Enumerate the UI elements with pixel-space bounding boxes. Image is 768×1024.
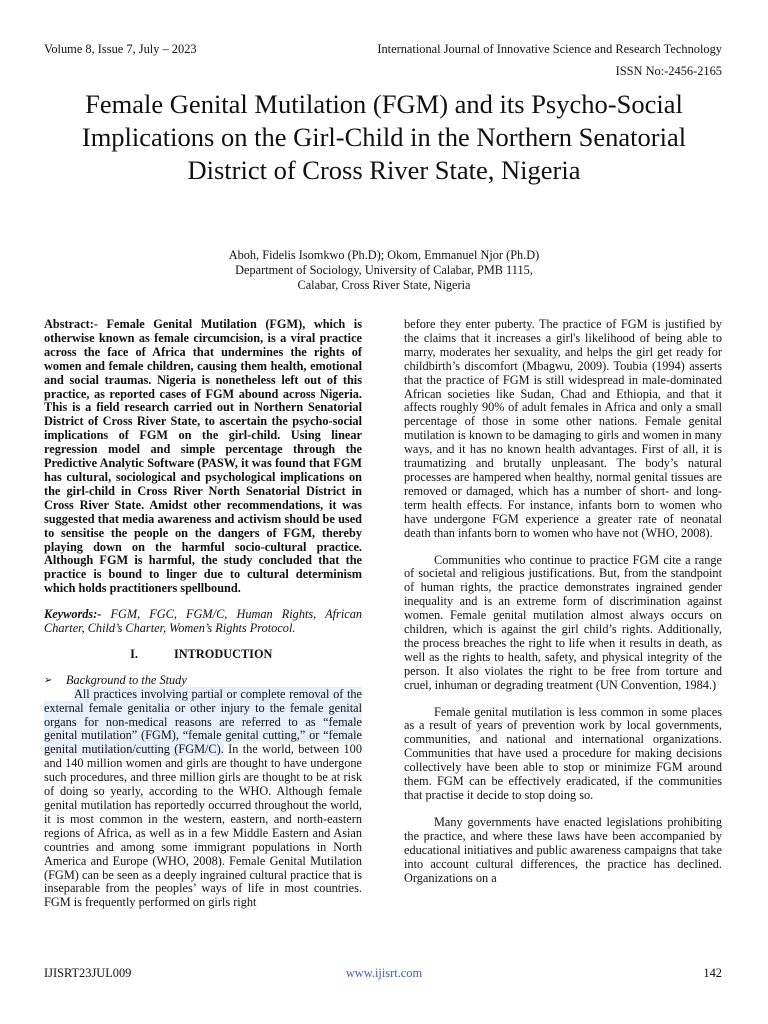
section-title: INTRODUCTION (174, 646, 273, 661)
right-column (404, 318, 722, 885)
paragraph-communities: Communities who continue to practice FGM cite a range of societal and religious justifications. But, from the standpoint of human rights, the practice demonstrates ingrained gender inequality and is an extreme form of discrimination against women. Female genital mutilation almost always occurs on children, which is against the girl child’s rights. Additionally, the process breaches the right to life when it results in death, as well as the rights to health, safety, and physical integrity of the person. It also violates the right to be free from torture and cruel, inhuman or degrading treatment (UN Convention, 1984.) (404, 552, 722, 692)
issn: ISSN No:-2456-2165 (615, 64, 722, 78)
subsection-heading (44, 674, 362, 688)
page-number: 142 (703, 966, 722, 980)
paragraph-continuation: In the world, between 100 and 140 million women and girls are thought to have undergone such procedures, and three million girls are thought to be at risk of doing so yearly, according to the WHO. Although female genital mutilation has reportedly occurred throughout the world, it is most common in the western, eastern, and north-eastern regions of Africa, as well as in a few Middle Eastern and Asian countries and among some immigrant populations in North America and Europe (WHO, 2008). Female Genital Mutilation (FGM) can be seen as a deeply ingrained cultural practice that is inseparable from the peoples’ ways of life in most countries. FGM is frequently performed on girls right (44, 742, 362, 910)
volume-info: Volume 8, Issue 7, July – 2023 (44, 42, 197, 56)
keywords (44, 608, 362, 636)
journal-url-link[interactable]: www.ijisrt.com (345, 966, 423, 980)
section-heading (44, 648, 362, 662)
keywords-label: Keywords:- (44, 607, 102, 622)
section-number: I. (130, 646, 138, 661)
author-department: Department of Sociology, University of Calabar, PMB 1115, (235, 263, 533, 278)
paper-title: Female Genital Mutilation (FGM) and its Psycho-Social Implications on the Girl-Child in the Northern Senatorial District of Cross River State, Nigeria (81, 89, 687, 185)
keywords-text: FGM, FGC, FGM/C, Human Rights, African Charter, Child’s Charter, Women’s Rights Protocol. (44, 607, 362, 636)
journal-name: International Journal of Innovative Science and Research Technology (377, 42, 722, 56)
paragraph-continued: before they enter puberty. The practice of FGM is justified by the claims that it increases a girl's likelihood of being able to marry, moderates her sexuality, and helps the girl get ready for childbirth’s discomfort (Mbagwu, 2009). Toubia (1994) asserts that the practice of FGM is still widespread in male-dominated African societies like Sudan, Chad and Ethiopia, and that it affects roughly 90% of adult females in Africa and only a small percentage of those in some other nations. Female genital mutilation is known to be damaging to girls and women in many ways, and it has no known health advantages. First of all, it is traumatizing and brutally unpleasant. The body’s natural processes are hampered when healthy, normal genital tissues are removed or damaged, which has a number of short- and long-term health effects. For instance, infants born to women who have undergone FGM experience a greater rate of neonatal death than infants born to women who have not (WHO, 2008). (404, 317, 722, 540)
arrow-bullet-icon: ➢ (44, 674, 53, 686)
article-code: IJISRT23JUL009 (44, 966, 132, 980)
subsection-title: Background to the Study (66, 672, 187, 687)
left-column (44, 318, 362, 910)
paragraph-prevention: Female genital mutilation is less common in some places as a result of years of prevention work by local governments, communities, and national and international organizations. Communities that have used a procedure for making decisions collectively have been able to stop or minimize FGM around them. FGM can be effectively eradicated, if the communities that practise it decide to stop doing so. (404, 704, 722, 802)
highlighted-text: All practices involving partial or complete removal of the external female genitalia or other injury to the female genital organs for non-medical reasons are referred to as “female genital mutilation” (FGM), “female genital cutting,” or “female genital mutilation/cutting (FGM/C). (44, 686, 362, 757)
paragraph-legislation: Many governments have enacted legislations prohibiting the practice, and where these laws have been accompanied by educational initiatives and public awareness campaigns that take into account cultural differences, the practice has declined. Organizations on a (404, 814, 722, 885)
author-names: Aboh, Fidelis Isomkwo (Ph.D); Okom, Emmanuel Njor (Ph.D) (228, 248, 540, 262)
author-block (0, 248, 768, 294)
abstract: Abstract:- Female Genital Mutilation (FGM), which is otherwise known as female circumcision, is a viral practice across the face of Africa that undermines the rights of women and female children, causing them health, emotional and social traumas. Nigeria is nonetheless left out of this practice, as reported cases of FGM abound across Nigeria. This is a field research carried out in Northern Senatorial District of Cross River State, to ascertain the psycho-social implications of FGM on the girl-child. Using linear regression model and simple percentage through the Predictive Analytic Software (PASW, it was found that FGM has cultural, sociological and psychological implications on the girl-child in Cross River North Senatorial District in Cross River State. Amidst other recommendations, it was suggested that media awareness and activism should be used to sensitise the people on the dangers of FGM, thereby playing down on the harmful socio-cultural practice. Although FGM is harmful, the study concluded that the practice is bound to linger due to cultural determinism which holds practitioners spellbound. (44, 317, 362, 596)
intro-paragraph (44, 688, 362, 911)
author-location: Calabar, Cross River State, Nigeria (297, 278, 471, 293)
